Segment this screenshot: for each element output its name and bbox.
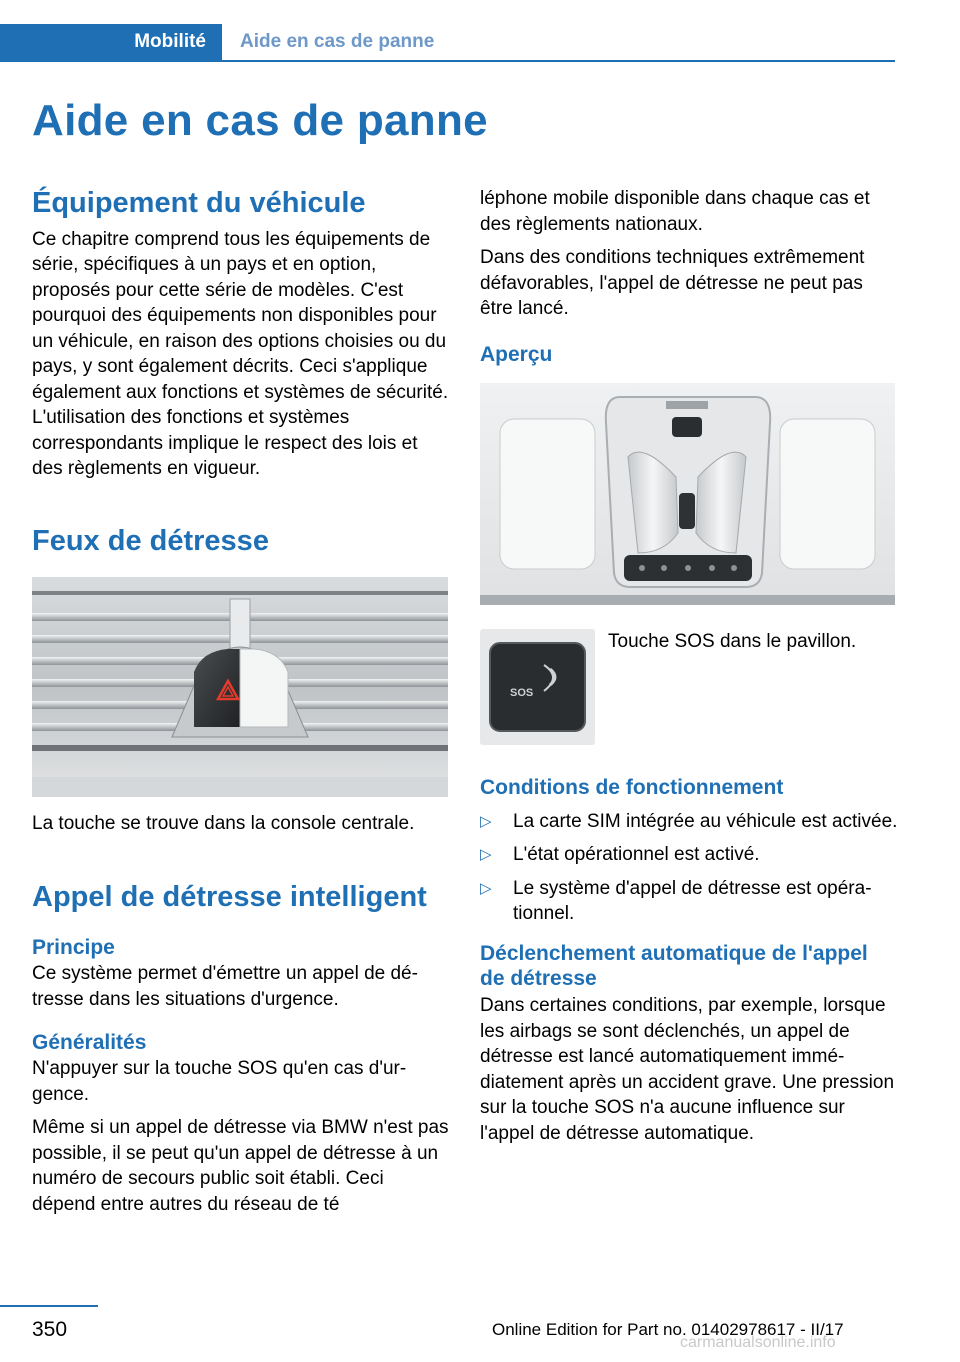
header-divider xyxy=(0,60,895,62)
list-item xyxy=(480,876,898,927)
list-item-text: Le système d'appel de détresse est opérationnel. xyxy=(513,877,872,925)
generalites-text-1: N'appuyer sur la touche SOS qu'en cas d'urgence. xyxy=(32,1058,407,1105)
auto-trigger-title: Déclenchement automatique de l'appel de détresse xyxy=(480,941,868,991)
auto-trigger-text: Dans certaines conditions, par exemple, lorsque les airbags se sont déclenchés, un appel de détresse est lancé automatiquement immédiatement après un accident grave. Une pression sur la touche SOS n'a aucune influence sur l'appel de détresse automatique. xyxy=(480,995,895,1144)
generalites-text-2: Même si un appel de détresse via BMW n'est pas possible, il se peut qu'un appel de détresse à un numéro de secours public soit établi. Ceci dépend entre autres du réseau de té xyxy=(32,1117,449,1215)
triangle-bullet-icon: ▷ xyxy=(480,879,492,897)
page-title: Aide en cas de panne xyxy=(32,96,488,145)
footer-divider xyxy=(0,1305,98,1307)
list-item xyxy=(480,809,898,835)
watermark: carmanualsonline.info xyxy=(680,1334,836,1351)
sos-button-photo xyxy=(480,629,595,745)
apercu-title: Aperçu xyxy=(480,342,553,366)
conditions-list xyxy=(480,809,898,927)
list-item-text: L'état opérationnel est activé. xyxy=(513,844,760,866)
roof-console-photo xyxy=(480,383,895,605)
apercu-caption: Touche SOS dans le pavillon. xyxy=(608,630,857,652)
tab-aide-en-cas-de-panne[interactable]: Aide en cas de panne xyxy=(240,31,435,52)
left-column xyxy=(32,180,450,1217)
hazard-button-photo xyxy=(32,577,448,797)
principe-title: Principe xyxy=(32,935,115,959)
header-tab-bar xyxy=(0,0,960,62)
principe-text: Ce système permet d'émettre un appel de détresse dans les situations d'urgence. xyxy=(32,963,418,1010)
page-number: 350 xyxy=(32,1318,68,1341)
sos-figure-row xyxy=(480,629,898,745)
triangle-bullet-icon: ▷ xyxy=(480,846,492,864)
tab-mobilite[interactable]: Mobilité xyxy=(0,24,222,60)
edition-label: Online Edition for Part no. 01402978617 - II/17 xyxy=(492,1320,844,1339)
section-equipement-title: Équipement du véhicule xyxy=(32,187,366,219)
section-appel-title: Appel de détresse intelligent xyxy=(32,881,427,914)
triangle-bullet-icon: ▷ xyxy=(480,812,492,830)
conditions-title: Conditions de fonctionnement xyxy=(480,775,784,799)
right-column xyxy=(480,186,898,1146)
generalites-title: Généralités xyxy=(32,1031,147,1055)
conditions-intro-text: Dans des conditions techniques extrêmement défavorables, l'appel de détresse ne peut pas être lancé. xyxy=(480,247,865,319)
list-item xyxy=(480,842,898,868)
section-equipement-text: Ce chapitre comprend tous les équipements de série, spécifiques à un pays et en option, proposés pour cette série de modèles. C'est pourquoi des équipements non disponibles pour un véhicule, en raison des options choisies ou du pays, y sont également décrits. Ceci s'applique également aux fonctions et systèmes de sécurité. L'utilisation des fonctions et systèmes correspondants implique le respect des lois et des règlements en vigueur. xyxy=(32,228,449,480)
section-feux-title: Feux de détresse xyxy=(32,524,269,557)
sos-label: SOS xyxy=(510,686,534,699)
list-item-text: La carte SIM intégrée au véhicule est activée. xyxy=(513,810,898,832)
continued-text: léphone mobile disponible dans chaque cas et des règlements nationaux. xyxy=(480,188,870,235)
hazard-caption: La touche se trouve dans la console centrale. xyxy=(32,812,415,834)
